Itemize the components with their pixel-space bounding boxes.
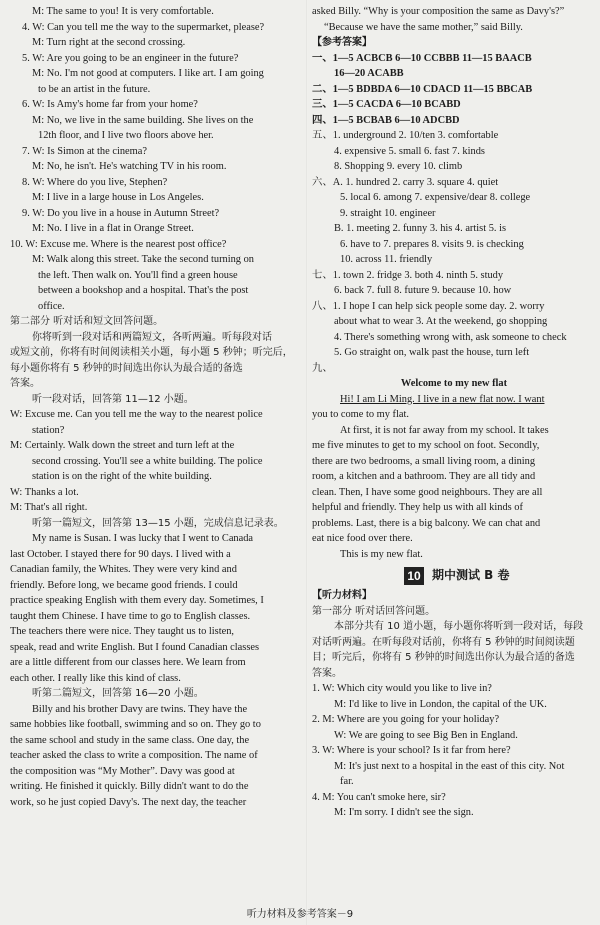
essay-line: you to come to my flat.	[312, 409, 409, 420]
essay-line: room, a kitchen and a bathroom. They are all tidy and	[312, 471, 536, 482]
dialogue-line: M: Certainly. Walk down the street and turn left at the	[10, 440, 235, 451]
dialogue-line: 6. W: Is Amy's home far from your home?	[22, 99, 198, 110]
passage-line: work, so he just copied Davy's. The next day, the teacher	[10, 796, 247, 808]
passage-line: friendly. Before long, we became good friends. I could	[10, 579, 238, 591]
answer-line: 4. expensive 5. small 6. fast 7. kinds	[334, 145, 485, 157]
dialogue-line: the left. Then walk on. You'll find a green house	[38, 269, 238, 281]
answer-line: 4. There's something wrong with, ask someone to check	[334, 331, 567, 343]
answer-line: 8. Shopping 9. every 10. climb	[334, 161, 463, 172]
instruction-line: 你将听到一段对话和两篇短文，各听两遍。听每段对话	[32, 331, 272, 343]
dialogue-line: 7. W: Is Simon at the cinema?	[22, 145, 147, 157]
dialogue-line: 4. M: You can't smoke here, sir?	[312, 791, 446, 803]
passage-line: “Because we have the same mother,” said Billy.	[324, 21, 523, 33]
dialogue-line: 8. W: Where do you live, Stephen?	[22, 176, 168, 188]
answer-line: 9. straight 10. engineer	[340, 207, 436, 219]
answer-line: 九、	[312, 362, 333, 374]
answer-key-heading: 【参考答案】	[312, 37, 372, 48]
page-footer: 听力材料及参考答案－9	[246, 908, 354, 920]
dialogue-line: M: No. I'm not good at computers. I like art. I am going	[32, 68, 264, 79]
essay-line: helpful and friendly. They help us with all kinds of	[312, 502, 523, 513]
passage-line: same hobbies like football, swimming and so on. They go to	[10, 719, 261, 730]
dialogue-line: M: The same to you! It is very comfortable.	[32, 6, 214, 17]
answer-line: 五、1. underground 2. 10/ten 3. comfortable	[312, 130, 499, 141]
answer-line: 二、1—5 BDBDA 6—10 CDACD 11—15 BBCAB	[312, 83, 533, 95]
page-fold	[306, 0, 308, 925]
essay-line	[312, 392, 596, 408]
section-heading: 第二部分 听对话和短文回答问题。	[10, 316, 164, 327]
passage-line: are a little different from our classes here. We learn from	[10, 657, 246, 668]
essay-opening: Hi! I am Li Ming. I live in a new flat now. I want	[340, 393, 545, 405]
passage-line: the same school and study in the same class. One day, the	[10, 734, 250, 746]
instruction-line: 对话听两遍。在听每段对话前，你将有 5 秒钟的时间阅读题	[312, 636, 575, 648]
test-title: 期中测试 B 卷	[432, 568, 510, 583]
dialogue-line: 2. M: Where are you going for your holiday?	[312, 714, 500, 725]
dialogue-line: M: I'd like to live in London, the capital of the UK.	[334, 698, 547, 710]
dialogue-line: M: It's just next to a hospital in the east of this city. Not	[334, 760, 565, 772]
dialogue-line: M: That's all right.	[10, 502, 88, 513]
dialogue-line: M: No, we live in the same building. She lives on the	[32, 114, 254, 126]
dialogue-line: W: Excuse me. Can you tell me the way to the nearest police	[10, 409, 263, 420]
essay-line: there are two bedrooms, a small living room, a dining	[312, 455, 536, 467]
dialogue-line: M: No, he isn't. He's watching TV in his room.	[32, 161, 227, 172]
instruction-line: 答案。	[312, 667, 342, 679]
answer-line: 一、1—5 ACBCB 6—10 CCBBB 11—15 BAACB	[312, 52, 532, 64]
dialogue-line: 5. W: Are you going to be an engineer in the future?	[22, 52, 239, 64]
answer-line: 16—20 ACABB	[334, 68, 404, 79]
test-header	[404, 566, 596, 586]
instruction-line: 每小题你将有 5 秒钟的时间选出你认为最合适的备选	[10, 362, 243, 374]
dialogue-line: W: Thanks a lot.	[10, 486, 79, 498]
passage-line: Billy and his brother Davy are twins. They have the	[32, 703, 248, 715]
left-column	[10, 4, 304, 810]
answer-line: 三、1—5 CACDA 6—10 BCABD	[312, 99, 461, 110]
passage-line: the composition was “My Mother”. Davy was good at	[10, 765, 235, 777]
dialogue-line: station?	[32, 424, 65, 436]
essay-line: At first, it is not far away from my school. It takes	[340, 424, 549, 436]
answer-line: 七、1. town 2. fridge 3. both 4. ninth 5. study	[312, 269, 504, 281]
dialogue-line: to be an artist in the future.	[38, 83, 151, 95]
instruction-line: 听第一篇短文，回答第 13—15 小题，完成信息记录表。	[32, 517, 284, 529]
answer-line: 6. back 7. full 8. future 9. because 10. how	[334, 285, 512, 296]
answer-line: about what to wear 3. At the weekend, go shopping	[334, 316, 548, 327]
passage-line: Canadian family, the Whites. They were very kind and	[10, 564, 237, 575]
dialogue-line: M: I'm sorry. I didn't see the sign.	[334, 807, 474, 818]
answer-line: B. 1. meeting 2. funny 3. his 4. artist 5. is	[334, 223, 507, 234]
essay-line: eat nice food over there.	[312, 533, 413, 544]
instruction-line: 听一段对话，回答第 11—12 小题。	[32, 393, 194, 405]
answer-line: 四、1—5 BCBAB 6—10 ADCBD	[312, 114, 460, 126]
dialogue-line: 3. W: Where is your school? Is it far from here?	[312, 745, 511, 756]
instruction-line: 目；听完后，你将有 5 秒钟的时间选出你认为最合适的备选	[312, 652, 575, 663]
passage-line: asked Billy. “Why is your composition the same as Davy's?”	[312, 6, 565, 17]
essay-line: This is my new flat.	[340, 548, 423, 560]
dialogue-line: between a bookshop and a hospital. That's the post	[38, 285, 249, 296]
passage-line: speak, read and write English. But I found Canadian classes	[10, 641, 260, 653]
answer-line: 八、1. I hope I can help sick people some day. 2. worry	[312, 300, 545, 312]
dialogue-line: 9. W: Do you live in a house in Autumn Street?	[22, 207, 220, 219]
instruction-line: 或短文前，你将有时间阅读相关小题，每小题 5 秒钟；听完后，	[10, 347, 293, 358]
passage-line: taught them Chinese. I have time to go to English classes.	[10, 610, 251, 622]
test-number-badge: 10	[404, 567, 424, 585]
instruction-line: 答案。	[10, 378, 40, 389]
essay-line: problems. Last, there is a big balcony. We can chat and	[312, 517, 541, 529]
right-column	[312, 4, 596, 821]
dialogue-line: 12th floor, and I live two floors above her.	[38, 130, 214, 141]
essay-line: clean. Then, I have some good neighbours. They are all	[312, 486, 543, 498]
answer-line: 5. Go straight on, walk past the house, turn left	[334, 347, 530, 358]
dialogue-line: office.	[38, 300, 65, 312]
dialogue-line: second crossing. You'll see a white building. The police	[32, 455, 263, 467]
passage-line: last October. I stayed there for 90 days. I lived with a	[10, 548, 231, 560]
dialogue-line: station is on the right of the white building.	[32, 471, 212, 482]
dialogue-line: M: I live in a large house in Los Angeles.	[32, 192, 204, 203]
listening-material-heading: 【听力材料】	[312, 590, 372, 601]
section-heading: 第一部分 听对话回答问题。	[312, 605, 436, 617]
answer-line: 六、A. 1. hundred 2. carry 3. square 4. quiet	[312, 176, 499, 188]
answer-line: 5. local 6. among 7. expensive/dear 8. college	[340, 192, 531, 203]
answer-line: 10. across 11. friendly	[340, 254, 433, 265]
passage-line: The teachers there were nice. They taught us to listen,	[10, 626, 234, 637]
essay-line: me five minutes to get to my school on foot. Secondly,	[312, 440, 540, 451]
dialogue-line: M: Walk along this street. Take the second turning on	[32, 254, 254, 265]
passage-line: each other. I really like this kind of class.	[10, 672, 181, 684]
dialogue-line: 10. W: Excuse me. Where is the nearest post office?	[10, 238, 227, 250]
passage-line: practice speaking English with them every day. Sometimes, I	[10, 595, 264, 606]
passage-line: My name is Susan. I was lucky that I went to Canada	[32, 533, 254, 544]
passage-line: writing. He finished it quickly. Billy didn't want to do the	[10, 781, 249, 792]
instruction-line: 听第二篇短文，回答第 16—20 小题。	[32, 688, 204, 699]
dialogue-line: 1. W: Which city would you like to live in?	[312, 683, 492, 694]
dialogue-line: M: No. I live in a flat in Orange Street.	[32, 223, 194, 234]
answer-line: 6. have to 7. prepares 8. visits 9. is checking	[340, 238, 524, 250]
dialogue-line: W: We are going to see Big Ben in England.	[334, 729, 518, 741]
essay-title: Welcome to my new flat	[400, 378, 508, 389]
dialogue-line: far.	[340, 776, 354, 787]
passage-line: teacher asked the class to write a composition. The name of	[10, 750, 258, 761]
dialogue-line: M: Turn right at the second crossing.	[32, 37, 186, 48]
instruction-line: 本部分共有 10 道小题，每小题你将听到一段对话，每段	[334, 621, 584, 632]
dialogue-line: 4. W: Can you tell me the way to the supermarket, please?	[22, 21, 265, 33]
